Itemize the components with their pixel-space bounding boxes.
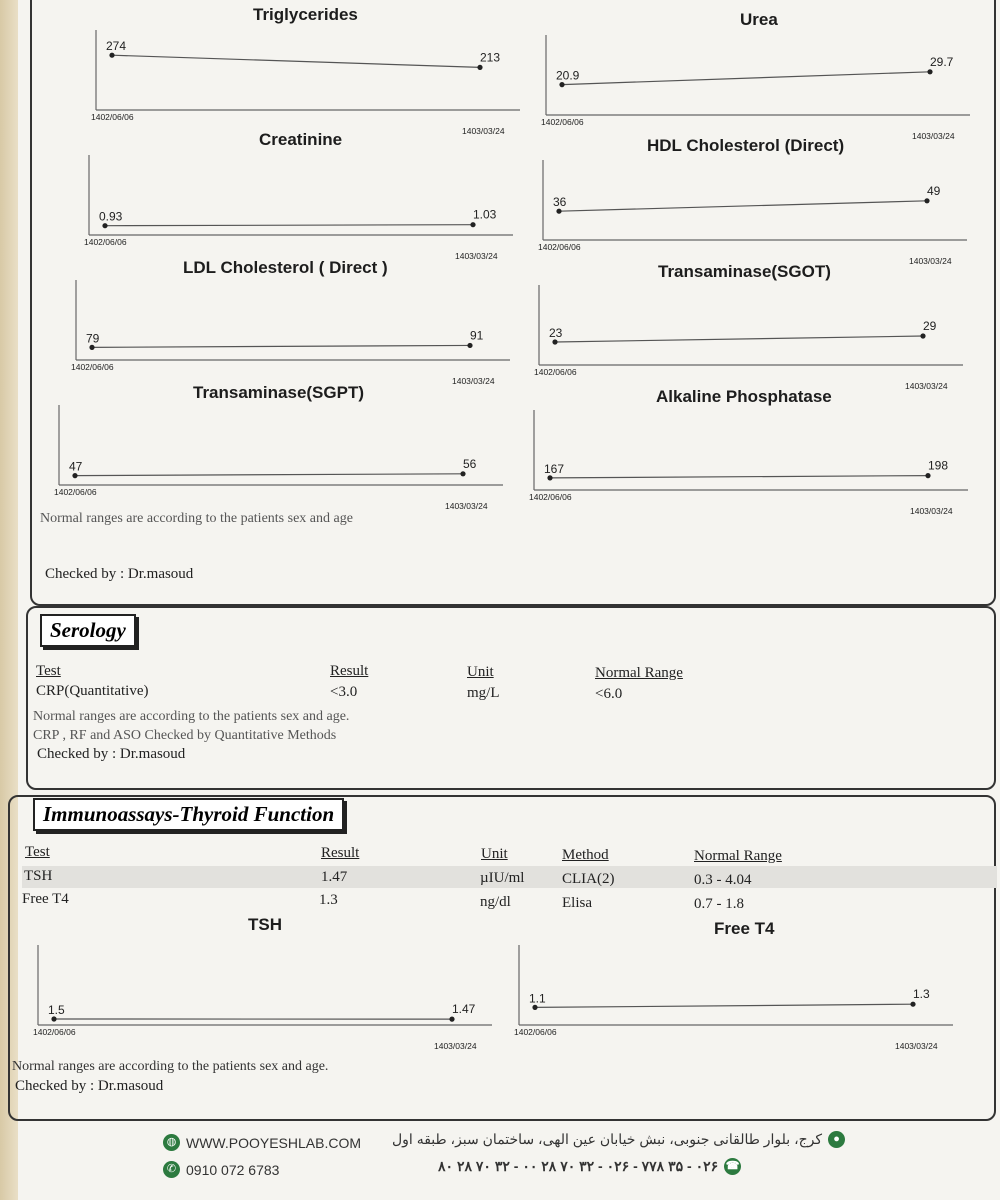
thyroid-ft4-test: Free T4: [22, 891, 69, 907]
chart-title-hdl: HDL Cholesterol (Direct): [647, 136, 845, 155]
data-point: [927, 69, 932, 74]
data-label: 91: [470, 328, 484, 343]
series-line: [562, 72, 930, 85]
biochem-normal-range-note: Normal ranges are according to the patients sex and age: [40, 511, 353, 526]
data-label: 0.93: [99, 209, 123, 224]
tick-label: 1402/06/06: [514, 1027, 557, 1037]
data-label: 56: [463, 456, 477, 471]
chart-title-tsh: TSH: [248, 915, 282, 934]
data-point: [72, 473, 77, 478]
tick-label: 1403/03/24: [905, 381, 948, 391]
footer-mobile[interactable]: [163, 1161, 279, 1178]
chart-hdl: [537, 155, 977, 265]
footer-website[interactable]: [163, 1134, 361, 1151]
data-point: [925, 473, 930, 478]
data-label: 274: [106, 39, 127, 54]
series-line: [535, 1004, 913, 1007]
serology-note-methods: CRP , RF and ASO Checked by Quantitative Methods: [33, 728, 337, 743]
footer-mobile-text: 0910 072 6783: [186, 1161, 280, 1178]
data-label: 1.1: [529, 991, 546, 1006]
chart-title-urea: Urea: [740, 10, 778, 29]
data-label: 1.03: [473, 207, 497, 222]
chart-ldl: [70, 275, 520, 385]
series-line: [112, 55, 480, 67]
data-label: 36: [553, 195, 567, 210]
chart-sgpt: [53, 400, 513, 510]
tick-label: 1402/06/06: [538, 242, 581, 252]
data-point: [559, 82, 564, 87]
data-point: [556, 209, 561, 214]
data-point: [532, 1005, 537, 1010]
chart-tsh: [32, 940, 502, 1055]
serology-header-range: Normal Range: [595, 665, 683, 681]
thyroid-ft4-unit: ng/dl: [480, 894, 511, 910]
chart-alp: [528, 405, 978, 515]
data-point: [477, 65, 482, 70]
serology-row-test: CRP(Quantitative): [36, 683, 149, 699]
data-point: [460, 471, 465, 476]
thyroid-ft4-result: 1.3: [319, 892, 338, 908]
series-line: [559, 201, 927, 211]
chart-free-t4: [513, 940, 963, 1055]
tick-label: 1402/06/06: [84, 237, 127, 247]
thyroid-title: Immunoassays-Thyroid Function: [33, 798, 344, 831]
serology-header-test: Test: [36, 663, 61, 679]
thyroid-header-unit: Unit: [481, 846, 508, 862]
biochem-checked-by: Checked by : Dr.masoud: [45, 566, 194, 582]
thyroid-header-test: Test: [25, 844, 50, 860]
data-label: 1.3: [913, 987, 930, 1002]
thyroid-tsh-range: 0.3 - 4.04: [694, 872, 752, 888]
tick-label: 1403/03/24: [455, 251, 498, 261]
data-point: [552, 339, 557, 344]
serology-row-result: <3.0: [330, 684, 358, 700]
serology-checked-by: Checked by : Dr.masoud: [37, 746, 186, 762]
data-point: [467, 343, 472, 348]
series-line: [105, 225, 473, 226]
tick-label: 1402/06/06: [54, 487, 97, 497]
tick-label: 1402/06/06: [33, 1027, 76, 1037]
location-pin-icon: ●: [828, 1131, 845, 1148]
footer-website-text: WWW.POOYESHLAB.COM: [186, 1134, 362, 1151]
data-point: [89, 345, 94, 350]
thyroid-tsh-result: 1.47: [321, 869, 348, 885]
chart-title-creatinine: Creatinine: [259, 130, 343, 149]
footer-phones-text: ۰۲۶ - ۳۵ ۷۷۸ - ۰۲۶ - ۳۲ ۷۰ ۲۸ ۰۰ - ۳۲ ۷۰ ۲۸ ۸۰: [438, 1158, 719, 1174]
data-label: 1.5: [48, 1003, 65, 1017]
thyroid-ft4-range: 0.7 - 1.8: [694, 896, 744, 912]
data-label: 198: [928, 458, 949, 473]
thyroid-header-result: Result: [321, 845, 360, 861]
footer-address-text: کرج، بلوار طالقانی جنوبی، نبش خیابان عین الهی، ساختمان سبز، طبقه اول: [392, 1131, 823, 1147]
tick-label: 1402/06/06: [541, 117, 584, 127]
data-label: 29: [923, 319, 937, 333]
tick-label: 1402/06/06: [529, 492, 572, 502]
data-label: 23: [549, 326, 563, 340]
thyroid-checked-by: Checked by : Dr.masoud: [15, 1078, 164, 1094]
tick-label: 1403/03/24: [445, 501, 488, 511]
data-point: [470, 222, 475, 227]
tick-label: 1402/06/06: [534, 367, 577, 377]
data-label: 47: [69, 459, 83, 474]
data-point: [924, 198, 929, 203]
tick-label: 1403/03/24: [452, 376, 495, 386]
data-point: [449, 1017, 454, 1022]
data-label: 29.7: [930, 54, 954, 69]
tick-label: 1403/03/24: [462, 126, 505, 136]
thyroid-tsh-unit: µIU/ml: [480, 870, 525, 886]
tick-label: 1403/03/24: [909, 256, 952, 266]
globe-icon: ◍: [163, 1134, 180, 1151]
thyroid-tsh-test: TSH: [24, 868, 53, 884]
thyroid-tsh-method: CLIA(2): [562, 871, 615, 887]
thyroid-header-range: Normal Range: [694, 848, 782, 864]
tick-label: 1403/03/24: [912, 131, 955, 141]
chart-sgot: [533, 280, 973, 390]
data-point: [910, 1002, 915, 1007]
chart-creatinine: [83, 150, 523, 260]
data-label: 213: [480, 50, 501, 65]
tick-label: 1403/03/24: [434, 1041, 477, 1051]
chart-title-sgpt: Transaminase(SGPT): [193, 383, 365, 402]
serology-row-unit: mg/L: [467, 685, 500, 701]
whatsapp-icon: ✆: [163, 1161, 180, 1178]
chart-triglycerides: [90, 25, 530, 135]
serology-header-result: Result: [330, 663, 369, 679]
chart-title-free-t4: Free T4: [714, 919, 775, 938]
footer-address: [392, 1131, 845, 1148]
data-label: 1.47: [452, 1002, 476, 1017]
data-point: [109, 53, 114, 58]
chart-title-sgot: Transaminase(SGOT): [658, 262, 831, 281]
data-point: [102, 223, 107, 228]
data-label: 49: [927, 183, 941, 198]
phone-icon: ☎: [724, 1158, 741, 1175]
data-point: [920, 333, 925, 338]
thyroid-header-method: Method: [562, 847, 609, 863]
serology-note-ranges: Normal ranges are according to the patients sex and age.: [33, 709, 350, 724]
data-label: 167: [544, 461, 565, 476]
tick-label: 1402/06/06: [91, 112, 134, 122]
thyroid-ft4-method: Elisa: [562, 895, 592, 911]
data-label: 79: [86, 331, 100, 346]
series-line: [555, 336, 923, 342]
serology-header-unit: Unit: [467, 664, 494, 680]
serology-row-range: <6.0: [595, 686, 623, 702]
chart-title-triglycerides: Triglycerides: [253, 5, 358, 24]
tick-label: 1403/03/24: [895, 1041, 938, 1051]
thyroid-normal-range-note: Normal ranges are according to the patients sex and age.: [12, 1059, 329, 1074]
series-line: [550, 476, 928, 478]
series-line: [92, 345, 470, 347]
chart-title-alp: Alkaline Phosphatase: [656, 387, 832, 406]
data-point: [547, 475, 552, 480]
series-line: [75, 474, 463, 476]
data-label: 20.9: [556, 68, 580, 83]
chart-urea: [540, 30, 980, 140]
footer-phones: [438, 1158, 741, 1175]
tick-label: 1402/06/06: [71, 362, 114, 372]
serology-title: Serology: [40, 614, 136, 647]
chart-title-ldl: LDL Cholesterol ( Direct ): [183, 258, 388, 277]
data-point: [51, 1016, 56, 1021]
tick-label: 1403/03/24: [910, 506, 953, 516]
